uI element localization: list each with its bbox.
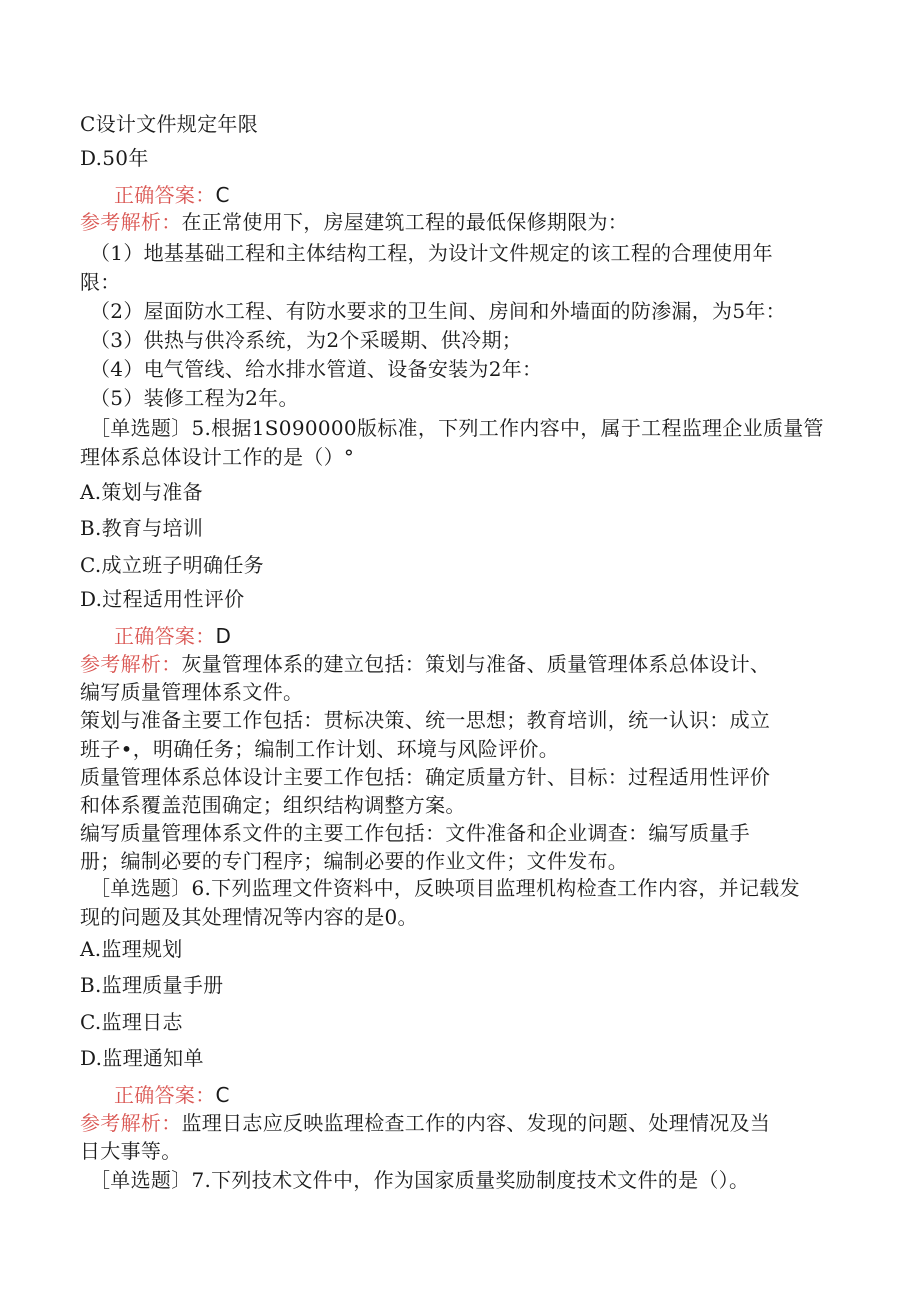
q5-analysis-line-5: 质量管理体系总体设计主要工作包括：确定质量方针、目标：过程适用性评价 — [80, 765, 771, 789]
q6-option-c: C.监理日志 — [80, 1010, 183, 1034]
q6-option-a: A.监理规划 — [80, 937, 183, 961]
q5-answer — [114, 622, 850, 650]
q4-analysis-line-4: （2）屋面防水工程、有防水要求的卫生间、房间和外墙面的防渗漏，为5年： — [90, 299, 786, 323]
q5-analysis-line-3: 策划与准备主要工作包括：贯标决策、统一思想；教育培训，统一认识：成立 — [80, 708, 771, 732]
answer-value: C — [215, 183, 230, 207]
q4-answer — [114, 181, 850, 209]
q5-analysis-line-8: 册；编制必要的专门程序；编制必要的作业文件；文件发布。 — [80, 849, 629, 873]
q4-analysis-line-3: 限： — [80, 270, 121, 294]
q5-option-c: C.成立班子明确任务 — [80, 553, 264, 577]
analysis-text: 灰量管理体系的建立包括：策划与准备、质量管理体系总体设计、 — [181, 652, 771, 676]
analysis-text: 监理日志应反映监理检查工作的内容、发现的问题、处理情况及当 — [181, 1111, 771, 1135]
analysis-label: 参考解析： — [80, 652, 182, 676]
q5-analysis-line-4: 班子•，明确任务；编制工作计划、环境与风险评价。 — [80, 737, 559, 761]
q6-stem-line-2: 现的问题及其处理情况等内容的是0。 — [80, 905, 418, 929]
q4-analysis-line-1 — [80, 208, 850, 236]
q7-stem-line-1: ［单选题〕7.下列技术文件中，作为国家质量奖励制度技术文件的是（）。 — [90, 1168, 750, 1192]
answer-value: D — [215, 624, 232, 648]
q5-stem-line-2: 理体系总体设计工作的是（）° — [80, 445, 355, 469]
answer-label: 正确答案： — [114, 1083, 216, 1107]
q4-analysis-line-5: （3）供热与供冷系统，为2个采暖期、供冷期； — [90, 328, 523, 352]
q5-option-a: A.策划与准备 — [80, 480, 203, 504]
q4-option-c: C设计文件规定年限 — [80, 112, 259, 136]
q5-analysis-line-1 — [80, 650, 850, 678]
q5-analysis-line-7: 编写质量管理体系文件的主要工作包括：文件准备和企业调查：编写质量手 — [80, 821, 750, 845]
answer-label: 正确答案： — [114, 183, 216, 207]
analysis-label: 参考解析： — [80, 1111, 182, 1135]
answer-label: 正确答案： — [114, 624, 216, 648]
q5-analysis-line-6: 和体系覆盖范围确定；组织结构调整方案。 — [80, 793, 466, 817]
q5-option-b: B.教育与培训 — [80, 516, 204, 540]
q5-stem-line-1: ［单选题〕5.根据1S090000版标准，下列工作内容中，属于工程监理企业质量管 — [90, 416, 824, 440]
q6-option-d: D.监理通知单 — [80, 1046, 204, 1070]
q5-option-d: D.过程适用性评价 — [80, 587, 245, 611]
q4-analysis-line-6: （4）电气管线、给水排水管道、设备安装为2年： — [90, 357, 543, 381]
q4-analysis-line-2: （1）地基基础工程和主体结构工程，为设计文件规定的该工程的合理使用年 — [90, 241, 773, 265]
q6-option-b: B.监理质量手册 — [80, 973, 224, 997]
answer-value: C — [215, 1083, 230, 1107]
q6-answer — [114, 1081, 850, 1109]
q5-analysis-line-2: 编写质量管理体系文件。 — [80, 680, 304, 704]
q4-analysis-line-7: （5）装修工程为2年。 — [90, 386, 299, 410]
q6-analysis-line-2: 日大事等。 — [80, 1139, 182, 1163]
q6-analysis-line-1 — [80, 1109, 850, 1137]
q6-stem-line-1: ［单选题〕6.下列监理文件资料中，反映项目监理机构检查工作内容，并记载发 — [90, 876, 800, 900]
analysis-text: 在正常使用下，房屋建筑工程的最低保修期限为： — [181, 210, 629, 234]
analysis-label: 参考解析： — [80, 210, 182, 234]
q4-option-d: D.50年 — [80, 146, 149, 170]
